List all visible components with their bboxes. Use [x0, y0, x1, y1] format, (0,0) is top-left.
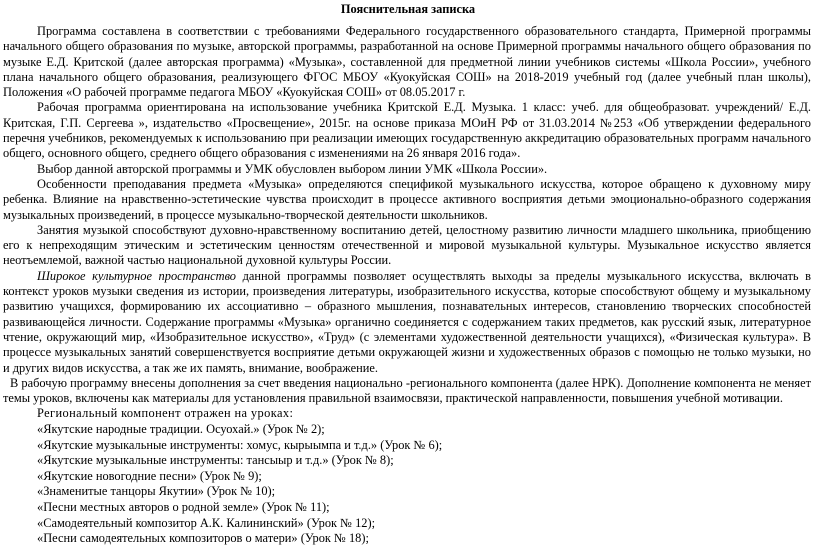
paragraph-program-basis: Программа составлена в соответствии с требованиями Федерального государственного образовательного стандарта, Примерной программы начального общего образования по музыке, авторской программы, разработанной на основе Примерной программы начального общего образования по музыке Е.Д. Критской (далее авторская программа) «Музыка», составленной для предметной линии учебников системы «Школа России», учебного плана начального общего образования, реализующего ФГОС МБОУ «Куокуйская СОШ» на 2018-2019 учебный год (далее учебный план школы), Положения «О рабочей программе педагога МБОУ «Куокуйская СОШ» от 08.05.2017 г. [3, 24, 811, 100]
list-item: «Самодеятельный композитор А.К. Калининский» (Урок № 12); [37, 515, 376, 530]
italic-phrase: Широкое культурное пространство [37, 268, 236, 283]
paragraph-cultural-space-text: данной программы позволяет осуществлять выходы за пределы музыкального искусства, включать в контекст уроков музыки сведения из истории, произведения литературы, изобразительного искусства, которые способствуют общему и музыкальному развитию учащихся, формированию их ассоциативно – образного мышления, познавательных интересов, становлению творческих способностей развивающейся личности. Содержание программы «Музыка» органично соединяется с содержанием таких предметов, как русский язык, литературное чтение, окружающий мир, «Изобразительное искусство», «Труд» (с элементами художественной деятельности учащихся), «Физическая культура». В процессе музыкальных занятий совершенствуется восприятие детьми окружающей жизни и художественных образов с помощью не только музыки, но и других видов искусства, а так же их память, внимание, воображение. [3, 268, 811, 375]
list-item: «Песни местных авторов о родной земле» (Урок № 11); [37, 499, 330, 514]
regional-list-heading: Региональный компонент отражен на уроках: [37, 406, 294, 421]
list-item: «Знаменитые танцоры Якутии» (Урок № 10); [37, 484, 276, 499]
paragraph-regional-component: В рабочую программу внесены дополнения за счет введения национально -регионального компонента (далее НРК). Дополнение компонента не меняет темы уроков, включены как материалы для установления правильной взаимосвязи, практической направленности, повышения учебной мотивации. [3, 375, 811, 406]
list-item: «Якутские музыкальные инструменты: хомус, кырыымпа и т.д.» (Урок № 6); [37, 437, 443, 452]
paragraph-music-lessons: Занятия музыкой способствуют духовно-нравственному воспитанию детей, целостному развитию личности младшего школьника, приобщению его к непреходящим этическим и эстетическим ценностям отечественной и мировой музыкальной культуры. Музыкальное искусство является неотъемлемой, важной частью национальной духовной культуры России. [3, 222, 811, 268]
list-item: «Песни самодеятельных композиторов о матери» (Урок № 18); [37, 531, 369, 546]
paragraph-textbook: Рабочая программа ориентирована на использование учебника Критской Е.Д. Музыка. 1 класс: учеб. для общеобразоват. учреждений/ Е.Д. Критская, Г.П. Сергеева », издательство «Просвещение», 2015г. на основе приказа МОиН РФ от 31.03.2014 №253 «Об утверждении федерального перечня учебников, рекомендуемых к использованию при реализации имеющих государственную аккредитацию образовательных программ начального общего, основного общего, среднего общего образования с изменениями на 26 января 2016 года». [3, 100, 811, 161]
paragraph-subject-features: Особенности преподавания предмета «Музыка» определяются спецификой музыкального искусства, которое обращено к духовному миру ребенка. Влияние на нравственно-эстетические чувства происходит в процессе активного восприятия детьми эмоционально-образного содержания музыкальных произведений, в процессе музыкально-творческой деятельности школьников. [3, 176, 811, 222]
paragraph-umk-choice: Выбор данной авторской программы и УМК обусловлен выбором линии УМК «Школа России». [37, 161, 548, 176]
regional-lessons-list [3, 406, 811, 546]
document-body [3, 24, 811, 547]
page-title: Пояснительная записка [340, 2, 476, 16]
list-item: «Якутские новогодние песни» (Урок № 9); [37, 468, 262, 483]
list-item: «Якутские народные традиции. Осуохай.» (Урок № 2); [37, 422, 325, 437]
list-item: «Якутские музыкальные инструменты: тансыыр и т.д.» (Урок № 8); [37, 453, 394, 468]
paragraph-cultural-space [3, 269, 811, 376]
